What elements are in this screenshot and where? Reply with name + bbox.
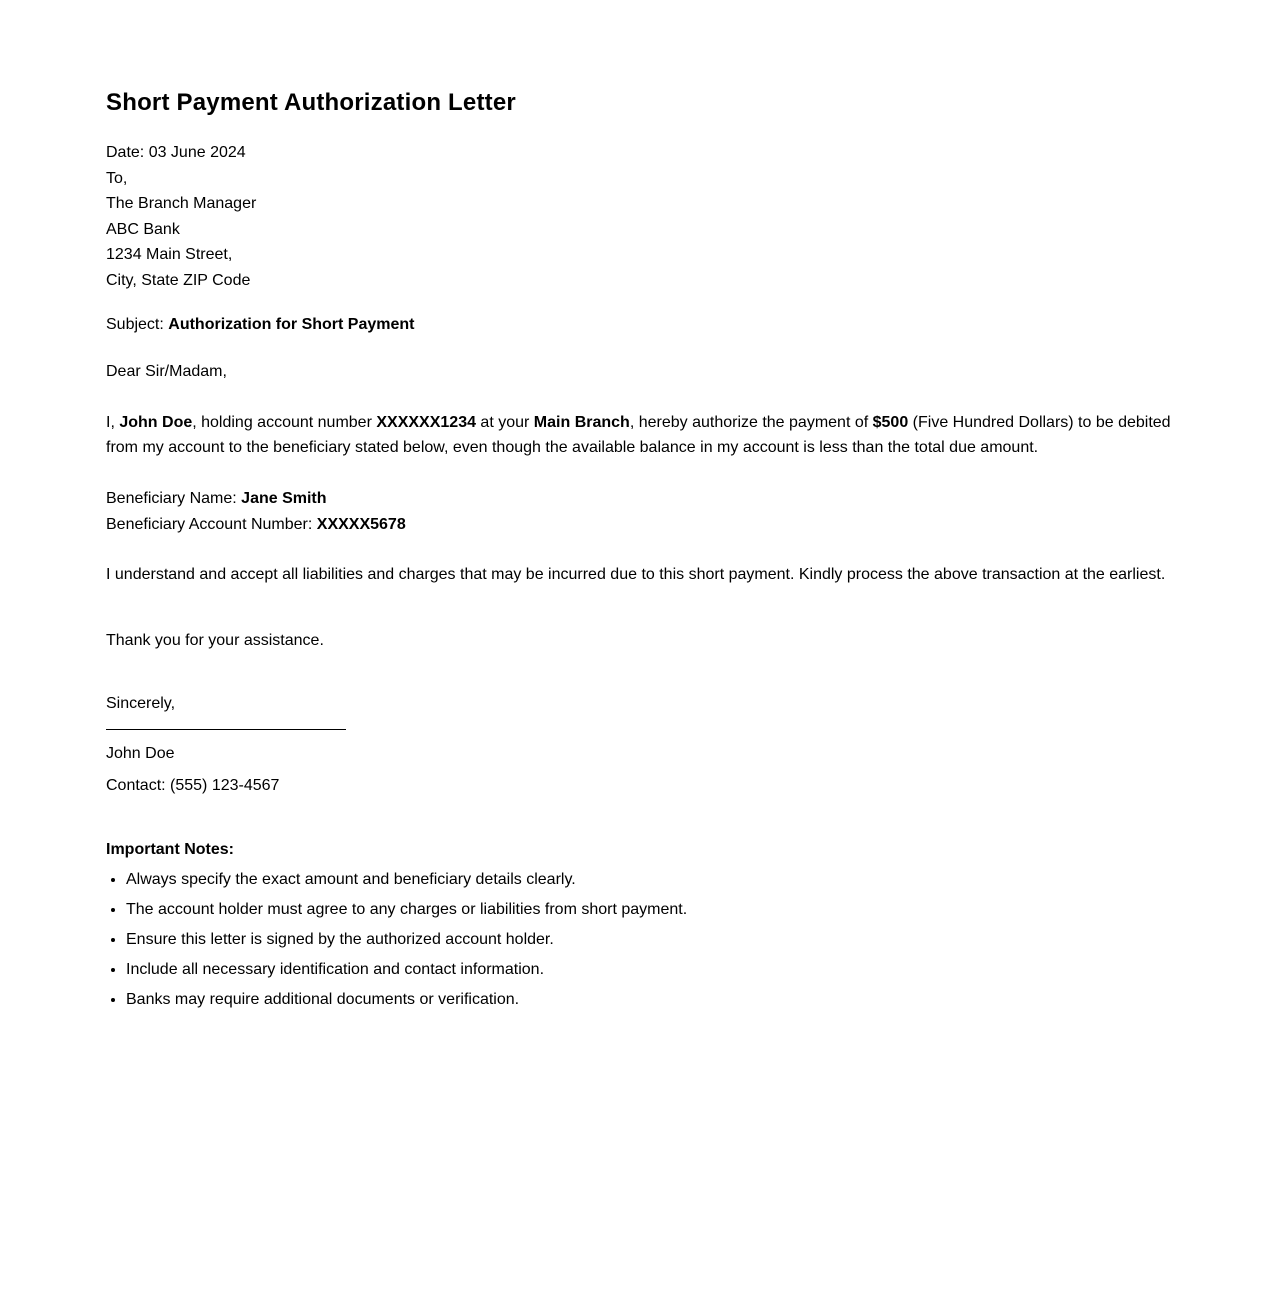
bank-street: 1234 Main Street, [106,246,233,264]
note-item: • The account holder must agree to any charges or liabilities from short payment. [126,895,1206,925]
body-text: (Five Hundred Dollars) to be debited from my account to the beneficiary stated below, even though the available balance in my account is less than the total due amount. [106,413,1171,457]
body-text: at your [475,413,534,431]
body-paragraph [106,410,1181,461]
note-item: • Always specify the exact amount and beneficiary details clearly. [126,865,1206,895]
notes-title: Important Notes: [106,841,234,859]
signer-name: John Doe [106,744,175,762]
body-text: I, [106,413,120,431]
note-item: • Banks may require additional documents or verification. [126,985,1206,1015]
to-label: To, [106,169,128,187]
salutation: Dear Sir/Madam, [106,363,227,381]
account-number: XXXXXX1234 [376,413,476,431]
body-text: , hereby authorize the payment of [629,413,873,431]
subject-line [106,312,1206,338]
recipient-title: The Branch Manager [106,195,257,213]
beneficiary-name-line [106,486,1206,512]
beneficiary-name-label: Beneficiary Name: [106,489,242,507]
account-holder-name: John Doe [119,413,193,431]
beneficiary-account-label: Beneficiary Account Number: [106,515,317,533]
beneficiary-details [106,486,1206,537]
thanks-line: Thank you for your assistance. [106,631,324,649]
address-block [106,140,1206,294]
subject-value: Authorization for Short Payment [168,315,415,333]
body-text: , holding account number [192,413,377,431]
closing: Sincerely, [106,695,176,713]
letter-date: Date: 03 June 2024 [106,144,246,161]
page-title: Short Payment Authorization Letter [106,89,516,116]
liability-statement: I understand and accept all liabilities and charges that may be incurred due to this short payment. Kindly process the above transaction at the earliest. [106,566,1166,584]
notes-list [106,865,1206,1015]
bank-city: City, State ZIP Code [106,271,251,289]
subject-label: Subject: [106,315,169,333]
bank-name: ABC Bank [106,220,180,238]
beneficiary-account: XXXXX5678 [316,515,406,533]
beneficiary-account-line [106,512,1206,538]
branch-name: Main Branch [533,413,630,431]
beneficiary-name: Jane Smith [241,489,327,507]
payment-amount: $500 [872,413,909,431]
note-item: • Ensure this letter is signed by the authorized account holder. [126,925,1206,955]
note-item: • Include all necessary identification and contact information. [126,955,1206,985]
signature-line [106,729,346,730]
signer-contact: Contact: (555) 123-4567 [106,776,280,794]
